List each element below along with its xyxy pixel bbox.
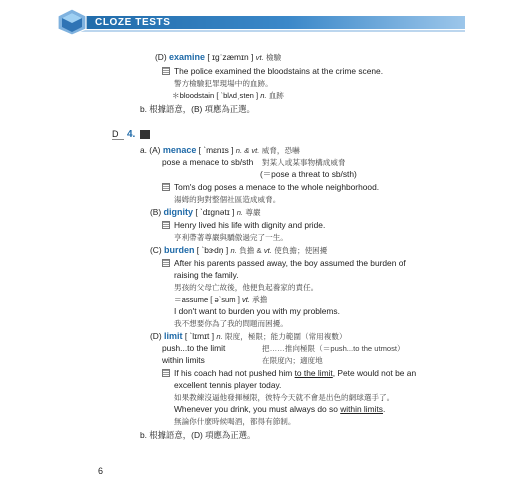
example-text: If his coach had not pushed him	[174, 368, 295, 378]
header-title: CLOZE TESTS	[95, 17, 171, 28]
example-en-2: I don't want to burden you with my problems.	[174, 306, 340, 316]
entry-dignity	[150, 207, 261, 218]
option-label: (D)	[155, 52, 167, 62]
entry-examine	[155, 52, 281, 63]
example-en	[162, 368, 416, 379]
answer-q4: b. 根據語意，(D) 項應為正選。	[140, 430, 256, 440]
headword: limit	[163, 331, 183, 341]
definition-zh: 負擔 &	[239, 246, 262, 255]
ipa: [ ˋmɛnɪs ]	[198, 145, 234, 155]
phrase-zh: 把……推向極限（＝push...to the utmost）	[262, 344, 405, 353]
example-text-end: .	[383, 404, 386, 414]
question-number: 4.	[127, 129, 136, 140]
example-icon	[162, 259, 170, 267]
part-of-speech: n.	[216, 332, 223, 341]
option-label: (B)	[150, 207, 162, 217]
answer-letter: D	[112, 129, 119, 139]
example-text: The police examined the bloodstains at the crime scene.	[174, 66, 384, 76]
phrase: pose a menace to sb/sth	[162, 157, 254, 167]
example-text: Whenever you drink, you must always do so	[174, 404, 341, 414]
example-en	[162, 258, 406, 269]
phrase-equivalent: (＝pose a threat to sb/sth)	[260, 169, 357, 179]
note	[174, 294, 267, 305]
definition-zh: 檢驗	[266, 53, 282, 62]
note-text: ＝assume [ əˋsum ]	[174, 295, 240, 304]
phrase-zh: 對某人或某事物構成威脅	[262, 158, 346, 167]
definition-zh: 限度，極限；能力範圍（常用複數）	[225, 332, 347, 341]
part-of-speech: vt.	[255, 53, 264, 62]
example-zh: 亨利帶著尊嚴與驕傲過完了一生。	[174, 233, 288, 242]
note-zh: 承擔	[252, 295, 268, 304]
example-text: Henry lived his life with dignity and pride.	[174, 220, 326, 230]
part-of-speech: n. & vt.	[235, 146, 260, 155]
example-en	[162, 66, 383, 77]
ipa: [ ˋbɝdn̩ ]	[196, 245, 229, 255]
headword: dignity	[163, 207, 193, 217]
example-icon	[162, 183, 170, 191]
example-en-2	[174, 404, 385, 415]
analysis-icon	[140, 130, 150, 139]
headword: burden	[163, 245, 195, 255]
example-zh: 如果教練沒逼他發揮極限，彼特今天就不會是出色的網球選手了。	[174, 393, 395, 402]
phrase-2-zh: 在限度內；適度地	[262, 356, 323, 365]
example-zh: 警方檢驗犯罪現場中的血跡。	[174, 79, 273, 88]
note-pos: n.	[260, 91, 267, 100]
definition-zh-2: 使負擔；使困擾	[274, 246, 328, 255]
example-zh-2: 無論你什麼時候喝酒，都得有節制。	[174, 417, 296, 426]
part-of-speech: n.	[230, 246, 237, 255]
answer-badge	[112, 129, 140, 141]
option-label: (D)	[150, 331, 162, 341]
example-zh: 湯姆的狗對整個社區造成威脅。	[174, 195, 281, 204]
example-en-cont: raising the family.	[174, 270, 239, 280]
ipa: [ ˋlɪmɪt ]	[184, 331, 215, 341]
phrase-2: within limits	[162, 355, 205, 365]
entry-burden	[150, 245, 327, 256]
ipa: [ ˋdɪgnətɪ ]	[195, 207, 235, 217]
part-of-speech: n.	[236, 208, 244, 217]
example-icon	[162, 67, 170, 75]
phrase: push...to the limit	[162, 343, 226, 353]
headword: menace	[162, 145, 197, 155]
answer-line	[112, 139, 124, 140]
example-en-cont: excellent tennis player today.	[174, 380, 282, 390]
example-icon	[162, 221, 170, 229]
example-text: After his parents passed away, the boy assumed the burden of	[174, 258, 406, 268]
entry-menace	[140, 145, 300, 156]
headword: examine	[168, 52, 205, 62]
note-text: ＊bloodstain [ ˋblʌdˏsten ]	[172, 91, 259, 100]
example-icon	[162, 369, 170, 377]
option-label: (C)	[150, 245, 162, 255]
note-pos: vt.	[241, 295, 250, 304]
example-en	[162, 220, 325, 231]
definition-zh: 尊嚴	[245, 208, 261, 217]
underlined-phrase: within limits	[340, 404, 383, 414]
example-zh-2: 我不想要你為了我的問題而困擾。	[174, 319, 288, 328]
example-text: Tom's dog poses a menace to the whole neighborhood.	[174, 182, 380, 192]
option-label: a. (A)	[140, 145, 161, 155]
example-zh: 男孩的父母亡故後，他便負起養家的責任。	[174, 283, 319, 292]
entry-limit	[150, 331, 347, 342]
note	[172, 90, 284, 101]
part-of-speech-2: vt.	[263, 246, 272, 255]
page-number: 6	[98, 466, 104, 476]
answer-q3: b. 根據語意，(B) 項應為正選。	[140, 104, 255, 114]
ipa: [ ɪgˈzæmɪn ]	[207, 52, 254, 62]
example-en	[162, 182, 379, 193]
definition-zh: 威脅，恐嚇	[261, 146, 300, 155]
underlined-phrase: to the limit	[294, 368, 333, 378]
example-text-end: , Pete would not be an	[332, 368, 417, 378]
note-zh: 血跡	[268, 91, 284, 100]
